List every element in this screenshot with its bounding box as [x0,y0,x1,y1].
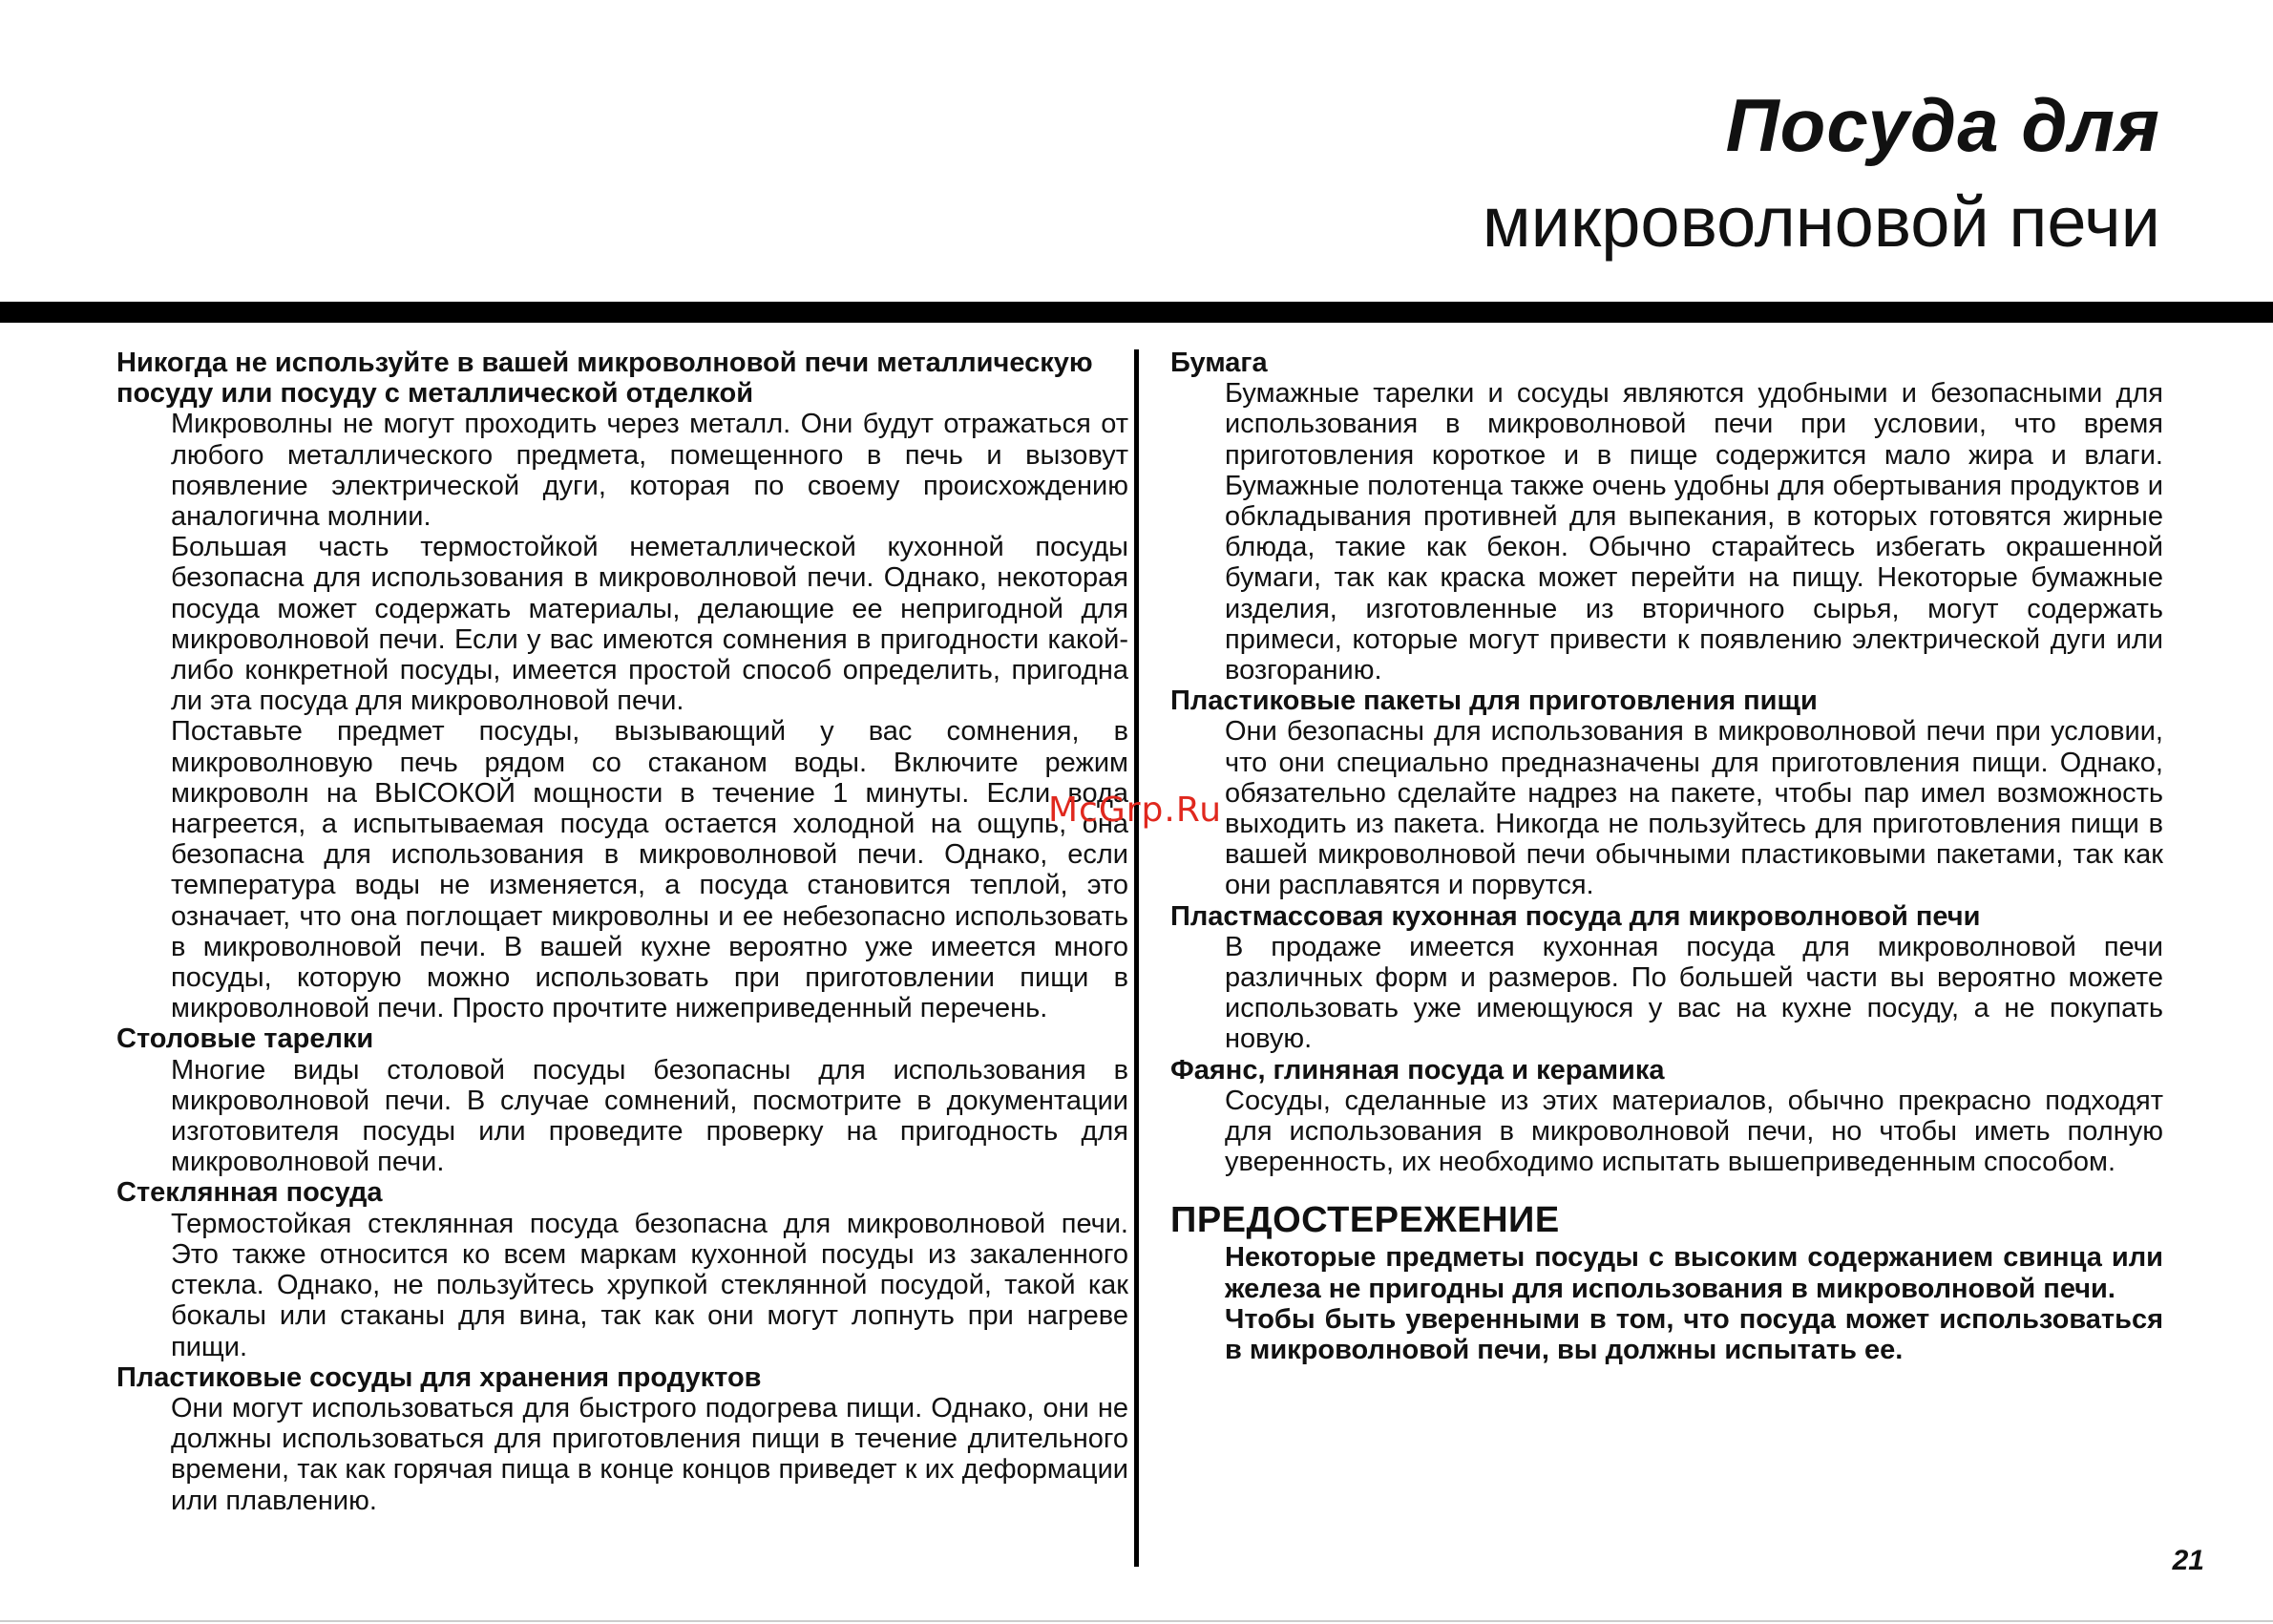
section-paragraph: Большая часть термостойкой неметаллической кухонной посуды безопасна для использования в микроволновой печи. Однако, некоторая посуда может содержать материалы, делающие ее непригодной для микроволновой печи. Если у вас имеются сомнения в пригодности какой-либо конкретной посуды, имеется простой способ определить, пригодна ли эта посуда для микроволновой печи. [171,532,1128,717]
section-heading: Никогда не используйте в вашей микроволновой печи металлическую посуду или посуду с металлической отделкой [116,348,1093,410]
section-paragraph: Бумажные тарелки и сосуды являются удобными и безопасными для использования в микроволновой печи при условии, что время приготовления короткое и в пище содержится мало жира и влаги. Бумажные полотенца также очень удобны для обертывания продуктов и обкладывания противней для выпекания, в которых готовятся жирные блюда, такие как бекон. Обычно старайтесь избегать окрашенной бумаги, так как краска может перейти на пищу. Некоторые бумажные изделия, изготовленные из вторичного сырья, могут содержать примеси, которые могут привести к появлению электрической дуги или возгоранию. [1225,378,2163,686]
section-heading: Стеклянная посуда [116,1177,383,1209]
section-paragraph: Они могут использоваться для быстрого подогрева пищи. Однако, они не должны использоваться для приготовления пищи в течение длительного времени, так как горячая пища в конце концов приведет к их деформации или плавлению. [171,1392,1128,1516]
caution-paragraph: Чтобы быть уверенными в том, что посуда может использоваться в микроволновой печи, вы должны испытать ее. [1225,1303,2163,1366]
section-plastic-cookware [1170,901,2163,1055]
section-plastic-storage [116,1362,1128,1516]
section-paragraph: Сосуды, сделанные из этих материалов, обычно прекрасно подходят для использования в микроволновой печи, но чтобы иметь полную уверенность, их необходимо испытать вышеприведенным способом. [1225,1085,2163,1178]
section-tableware [116,1023,1128,1177]
section-glassware [116,1177,1128,1361]
page-title: Посуда для [1725,83,2160,167]
section-paragraph: Многие виды столовой посуды безопасны для использования в микроволновой печи. В случае сомнений, посмотрите в документации изготовителя посуды или проведите проверку на пригодность для микроволновой печи. [171,1054,1128,1178]
watermark: McGrp.Ru [1048,791,1223,830]
section-heading: Пластмассовая кухонная посуда для микроволновой печи [1170,900,1981,932]
caution-paragraph: Некоторые предметы посуды с высоким содержанием свинца или железа не пригодны для использования в микроволновой печи. [1225,1242,2163,1304]
caution-block [1170,1202,2163,1365]
page-subtitle: микроволновой печи [1482,182,2160,262]
section-heading: Пластиковые сосуды для хранения продуктов [116,1361,762,1393]
section-heading: Пластиковые пакеты для приготовления пищи [1170,685,1818,717]
section-ceramics [1170,1055,2163,1178]
section-metal [116,348,1128,1023]
section-paragraph: Они безопасны для использования в микроволновой печи при условии, что они специально предназначены для приготовления пищи. Однако, обязательно сделайте надрез на пакете, чтобы пар имел возможность выходить из пакета. Никогда не пользуйтесь для приготовления пищи в вашей микроволновой печи обычными пластиковыми пакетами, так как они расплавятся и порвутся. [1225,716,2163,901]
section-paper [1170,348,2163,685]
section-paragraph: Поставьте предмет посуды, вызывающий у вас сомнения, в микроволновую печь рядом со стаканом воды. Включите режим микроволн на ВЫСОКОЙ мощности в течение 1 минуты. Если вода нагреется, а испытываемая посуда остается холодной на ощупь, она безопасна для использования в микроволновой печи. Однако, если температура воды не изменяется, а посуда становится теплой, это означает, что она поглощает микроволны и ее небезопасно использовать в микроволновой печи. В вашей кухне вероятно уже имеется много посуды, которую можно использовать при приготовлении пищи в микроволновой печи. Просто прочтите нижеприведенный перечень. [171,716,1128,1024]
caution-heading: ПРЕДОСТЕРЕЖЕНИЕ [1170,1200,1560,1241]
right-column [1170,348,2163,1365]
page-number: 21 [2172,1545,2204,1576]
section-heading: Столовые тарелки [116,1023,374,1055]
header-rule [0,302,2273,323]
section-heading: Бумага [1170,348,1268,378]
left-column [116,348,1128,1516]
section-heading: Фаянс, глиняная посуда и керамика [1170,1054,1665,1086]
section-paragraph: Термостойкая стеклянная посуда безопасна для микроволновой печи. Это также относится ко всем маркам кухонной посуды из закаленного стекла. Однако, не пользуйтесь хрупкой стеклянной посудой, такой как бокалы или стаканы для вина, так как они могут лопнуть при нагреве пищи. [171,1208,1128,1362]
bottom-rule [0,1620,2273,1622]
section-paragraph: В продаже имеется кухонная посуда для микроволновой печи различных форм и размеров. По большей части вы вероятно можете использовать уже имеющуюся у вас на кухне посуду, а не покупать новую. [1225,931,2163,1055]
section-cooking-bags [1170,685,2163,900]
section-paragraph: Микроволны не могут проходить через металл. Они будут отражаться от любого металлического предмета, помещенного в печь и вызовут появление электрической дуги, которая по своему происхождению аналогична молнии. [171,409,1128,533]
column-divider [1134,349,1139,1567]
